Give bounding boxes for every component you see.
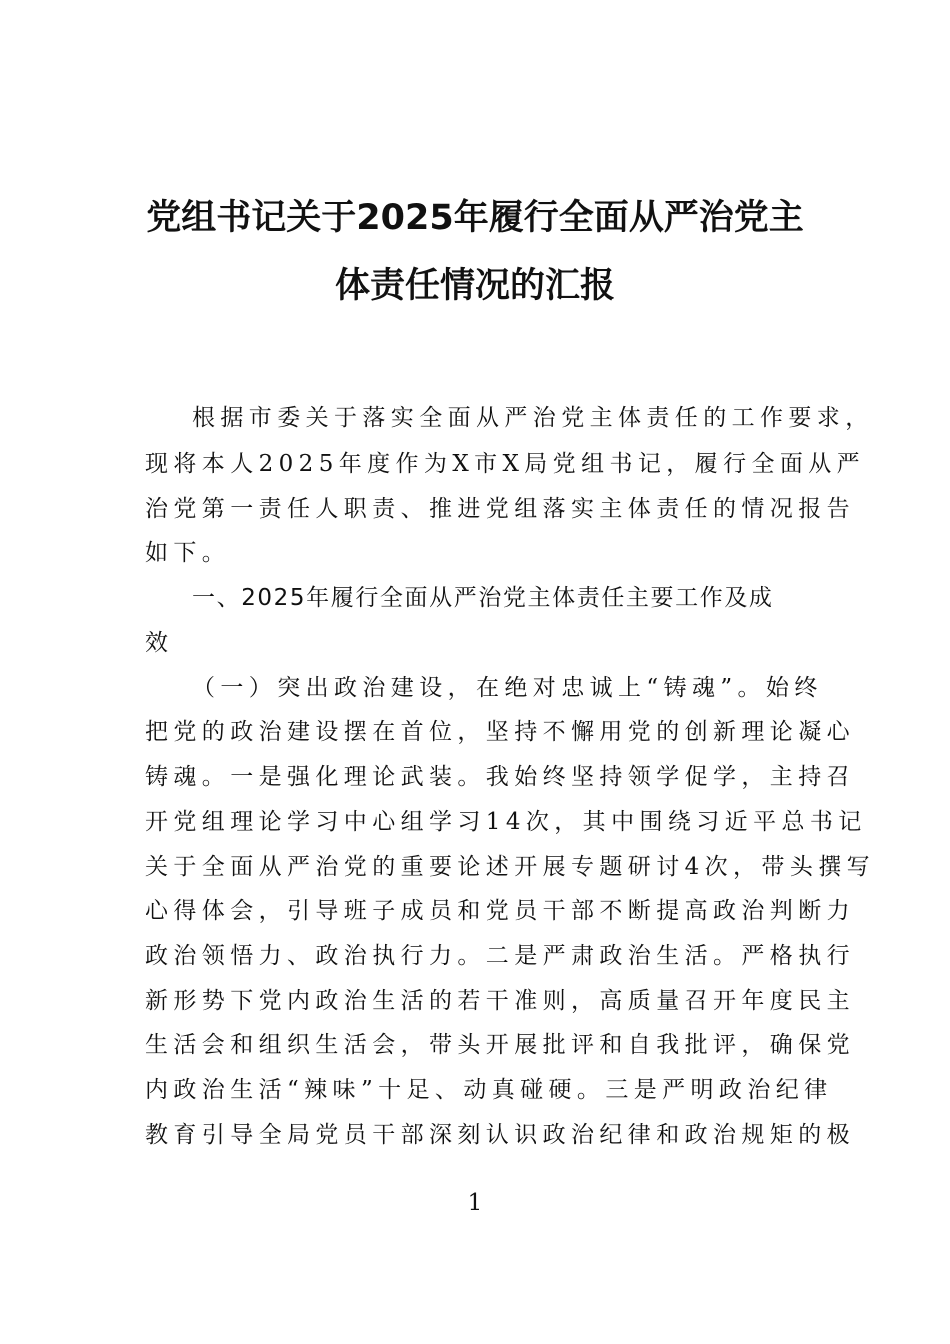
subsection-paragraph-line-1: （一）突出政治建设，在绝对忠诚上“铸魂”。始终 [192,675,823,701]
intro-paragraph-line-2: 现将本人2025年度作为X市X局党组书记，履行全面从严 [145,451,866,477]
page-number: 1 [467,1190,483,1216]
section-heading-line-2: 效 [145,630,170,656]
subsection-paragraph-line-3: 铸魂。一是强化理论武装。我始终坚持领学促学，主持召 [145,764,855,790]
section-heading-line-1: 一、2025年履行全面从严治党主体责任主要工作及成 [192,585,774,611]
subsection-paragraph-line-11: 教育引导全局党员干部深刻认识政治纪律和政治规矩的极 [145,1122,855,1148]
intro-paragraph-line-4: 如下。 [145,540,231,566]
subsection-paragraph-line-8: 新形势下党内政治生活的若干准则，高质量召开年度民主 [145,988,855,1014]
subsection-paragraph-line-6: 心得体会，引导班子成员和党员干部不断提高政治判断力 [145,898,855,924]
intro-paragraph-line-3: 治党第一责任人职责、推进党组落实主体责任的情况报告 [145,496,855,522]
subsection-paragraph-line-9: 生活会和组织生活会，带头开展批评和自我批评，确保党 [145,1032,855,1058]
subsection-paragraph-line-10: 内政治生活“辣味”十足、动真碰硬。三是严明政治纪律 [145,1077,833,1103]
document-title-line-1: 党组书记关于2025年履行全面从严治党主 [146,198,804,238]
intro-paragraph-line-1: 根据市委关于落实全面从严治党主体责任的工作要求， [192,405,874,431]
subsection-paragraph-line-5: 关于全面从严治党的重要论述开展专题研讨4次，带头撰写 [145,854,876,880]
subsection-paragraph-line-7: 政治领悟力、政治执行力。二是严肃政治生活。严格执行 [145,943,855,969]
subsection-paragraph-line-2: 把党的政治建设摆在首位，坚持不懈用党的创新理论凝心 [145,719,855,745]
document-title-line-2: 体责任情况的汇报 [334,266,615,306]
subsection-paragraph-line-4: 开党组理论学习中心组学习14次，其中围绕习近平总书记 [145,809,867,835]
